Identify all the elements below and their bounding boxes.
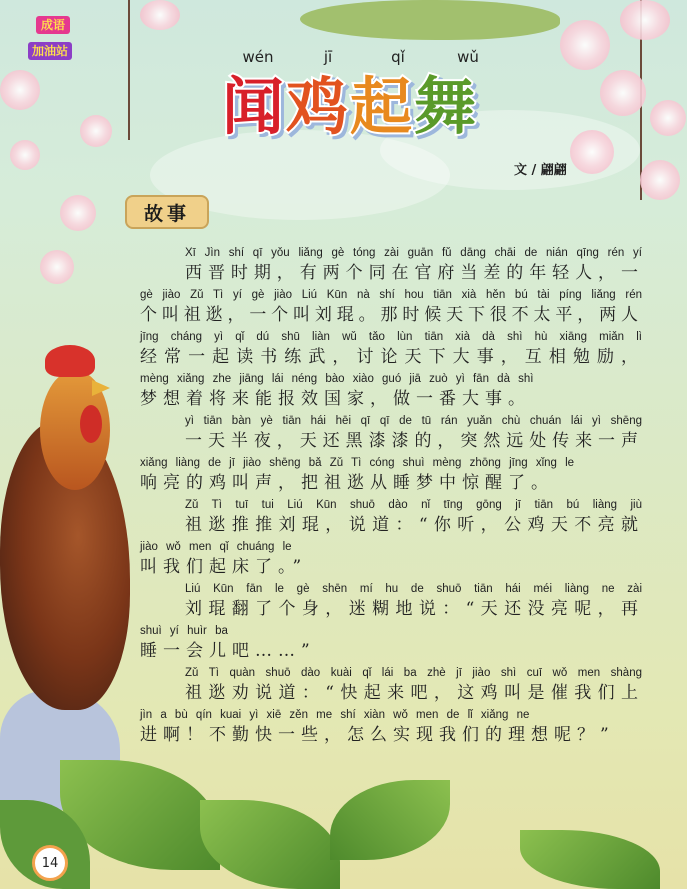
hanzi-row: 响亮的鸡叫声，把祖逖从睡梦中惊醒了。 [140,473,554,493]
blossom [40,250,74,284]
blossom [620,0,670,40]
pinyin-row: shuì yí huìr ba [140,625,228,637]
story-line [140,708,642,747]
pinyin-row: gè jiào Zǔ Tì yí gè jiào Liú Kūn nà shí hou tiān xià hěn bú tài píng liǎng rén [140,289,642,301]
rooster-beak [92,380,110,396]
story-line [140,498,642,537]
blossom [570,130,614,174]
pinyin-row: jìn a bù qín kuai yì xiē zěn me shí xiàn wǒ men de lǐ xiǎng ne [140,709,530,721]
pinyin-row: Xī Jìn shí qī yǒu liǎng gè tóng zài guān fǔ dāng chāi de nián qīng rén yí [185,247,642,259]
hanzi-row: 叫我们起床了。” [140,557,308,577]
rooster-wattle [80,405,102,443]
blossom [560,20,610,70]
blossom [0,70,40,110]
pinyin-row: Zǔ Tì tuī tui Liú Kūn shuō dào nǐ tīng gōng jī tiān bú liàng jiù [185,499,642,511]
blossom [640,160,680,200]
title-pinyin-syllable: wǔ [457,48,479,66]
story-line [140,288,642,327]
story-line [140,456,642,495]
blossom [60,195,96,231]
hanzi-row: 进啊！不勤快一些，怎么实现我们的理想呢？” [140,725,615,745]
blossom [650,100,686,136]
story-line [140,330,642,369]
blossom [140,0,180,30]
tree-foliage [300,0,560,40]
pinyin-row: jīng cháng yì qǐ dú shū liàn wǔ tǎo lùn tiān xià dà shì hù xiāng miǎn lì [140,331,642,343]
column-badge [28,14,88,70]
story-text [140,246,642,750]
title-char: 起 [350,70,413,143]
pinyin-row: xiǎng liàng de jī jiào shēng bǎ Zǔ Tì cóng shuì mèng zhōng jīng xǐng le [140,457,575,469]
story-line [140,540,642,579]
title-char: 鸡 [286,70,349,143]
story-line [140,372,642,411]
pinyin-row: Liú Kūn fān le gè shēn mí hu de shuō tiān hái méi liàng ne zài [185,583,642,595]
title-pinyin-syllable: qǐ [391,48,405,66]
page-number: 14 [32,845,68,881]
pinyin-row: Zǔ Tì quàn shuō dào kuài qǐ lái ba zhè jī jiào shì cuī wǒ men shàng [185,667,642,679]
hanzi-row: 梦想着将来能报效国家，做一番大事。 [140,389,531,409]
title-pinyin-syllable: jī [323,48,333,66]
section-label: 故事 [125,195,209,229]
badge-line2: 加油站 [28,42,72,60]
leaf [200,800,340,889]
hanzi-row: 个叫祖逖，一个叫刘琨。那时候天下很不太平，两人 [140,305,642,325]
story-line [140,414,642,453]
hanzi-row: 经常一起读书练武，讨论天下大事，互相勉励， [140,347,642,367]
badge-line1: 成语 [36,16,70,34]
leaf [330,780,450,860]
story-line [140,246,642,285]
pinyin-row: jiào wǒ men qǐ chuáng le [140,541,292,553]
author-byline: 文 / 翩翩 [514,163,567,178]
hanzi-row: 祖逖推推刘琨，说道：“你听，公鸡天不亮就 [185,515,642,535]
rooster-comb [45,345,95,377]
story-line [140,666,642,705]
blossom [10,140,40,170]
page-title [222,70,477,143]
blossom [80,115,112,147]
branch [128,0,130,140]
blossom [600,70,646,116]
hanzi-row: 刘琨翻了个身，迷糊地说：“天还没亮呢，再 [185,599,642,619]
leaf [520,830,660,889]
hanzi-row: 睡一会儿吧……” [140,641,316,661]
title-pinyin [238,48,488,66]
hanzi-row: 一天半夜，天还黑漆漆的，突然远处传来一声 [185,431,642,451]
pinyin-row: yì tiān bàn yè tiān hái hēi qī qī de tū rán yuǎn chù chuán lái yì shēng [185,415,642,427]
hanzi-row: 西晋时期，有两个同在官府当差的年轻人，一 [185,263,642,283]
title-char: 闻 [222,70,285,143]
title-pinyin-syllable: wén [242,48,274,66]
story-line [140,624,642,663]
pinyin-row: mèng xiǎng zhe jiāng lái néng bào xiào guó jiā zuò yì fān dà shì [140,373,534,385]
hanzi-row: 祖逖劝说道：“快起来吧，这鸡叫是催我们上 [185,683,642,703]
title-char: 舞 [414,70,477,143]
story-line [140,582,642,621]
